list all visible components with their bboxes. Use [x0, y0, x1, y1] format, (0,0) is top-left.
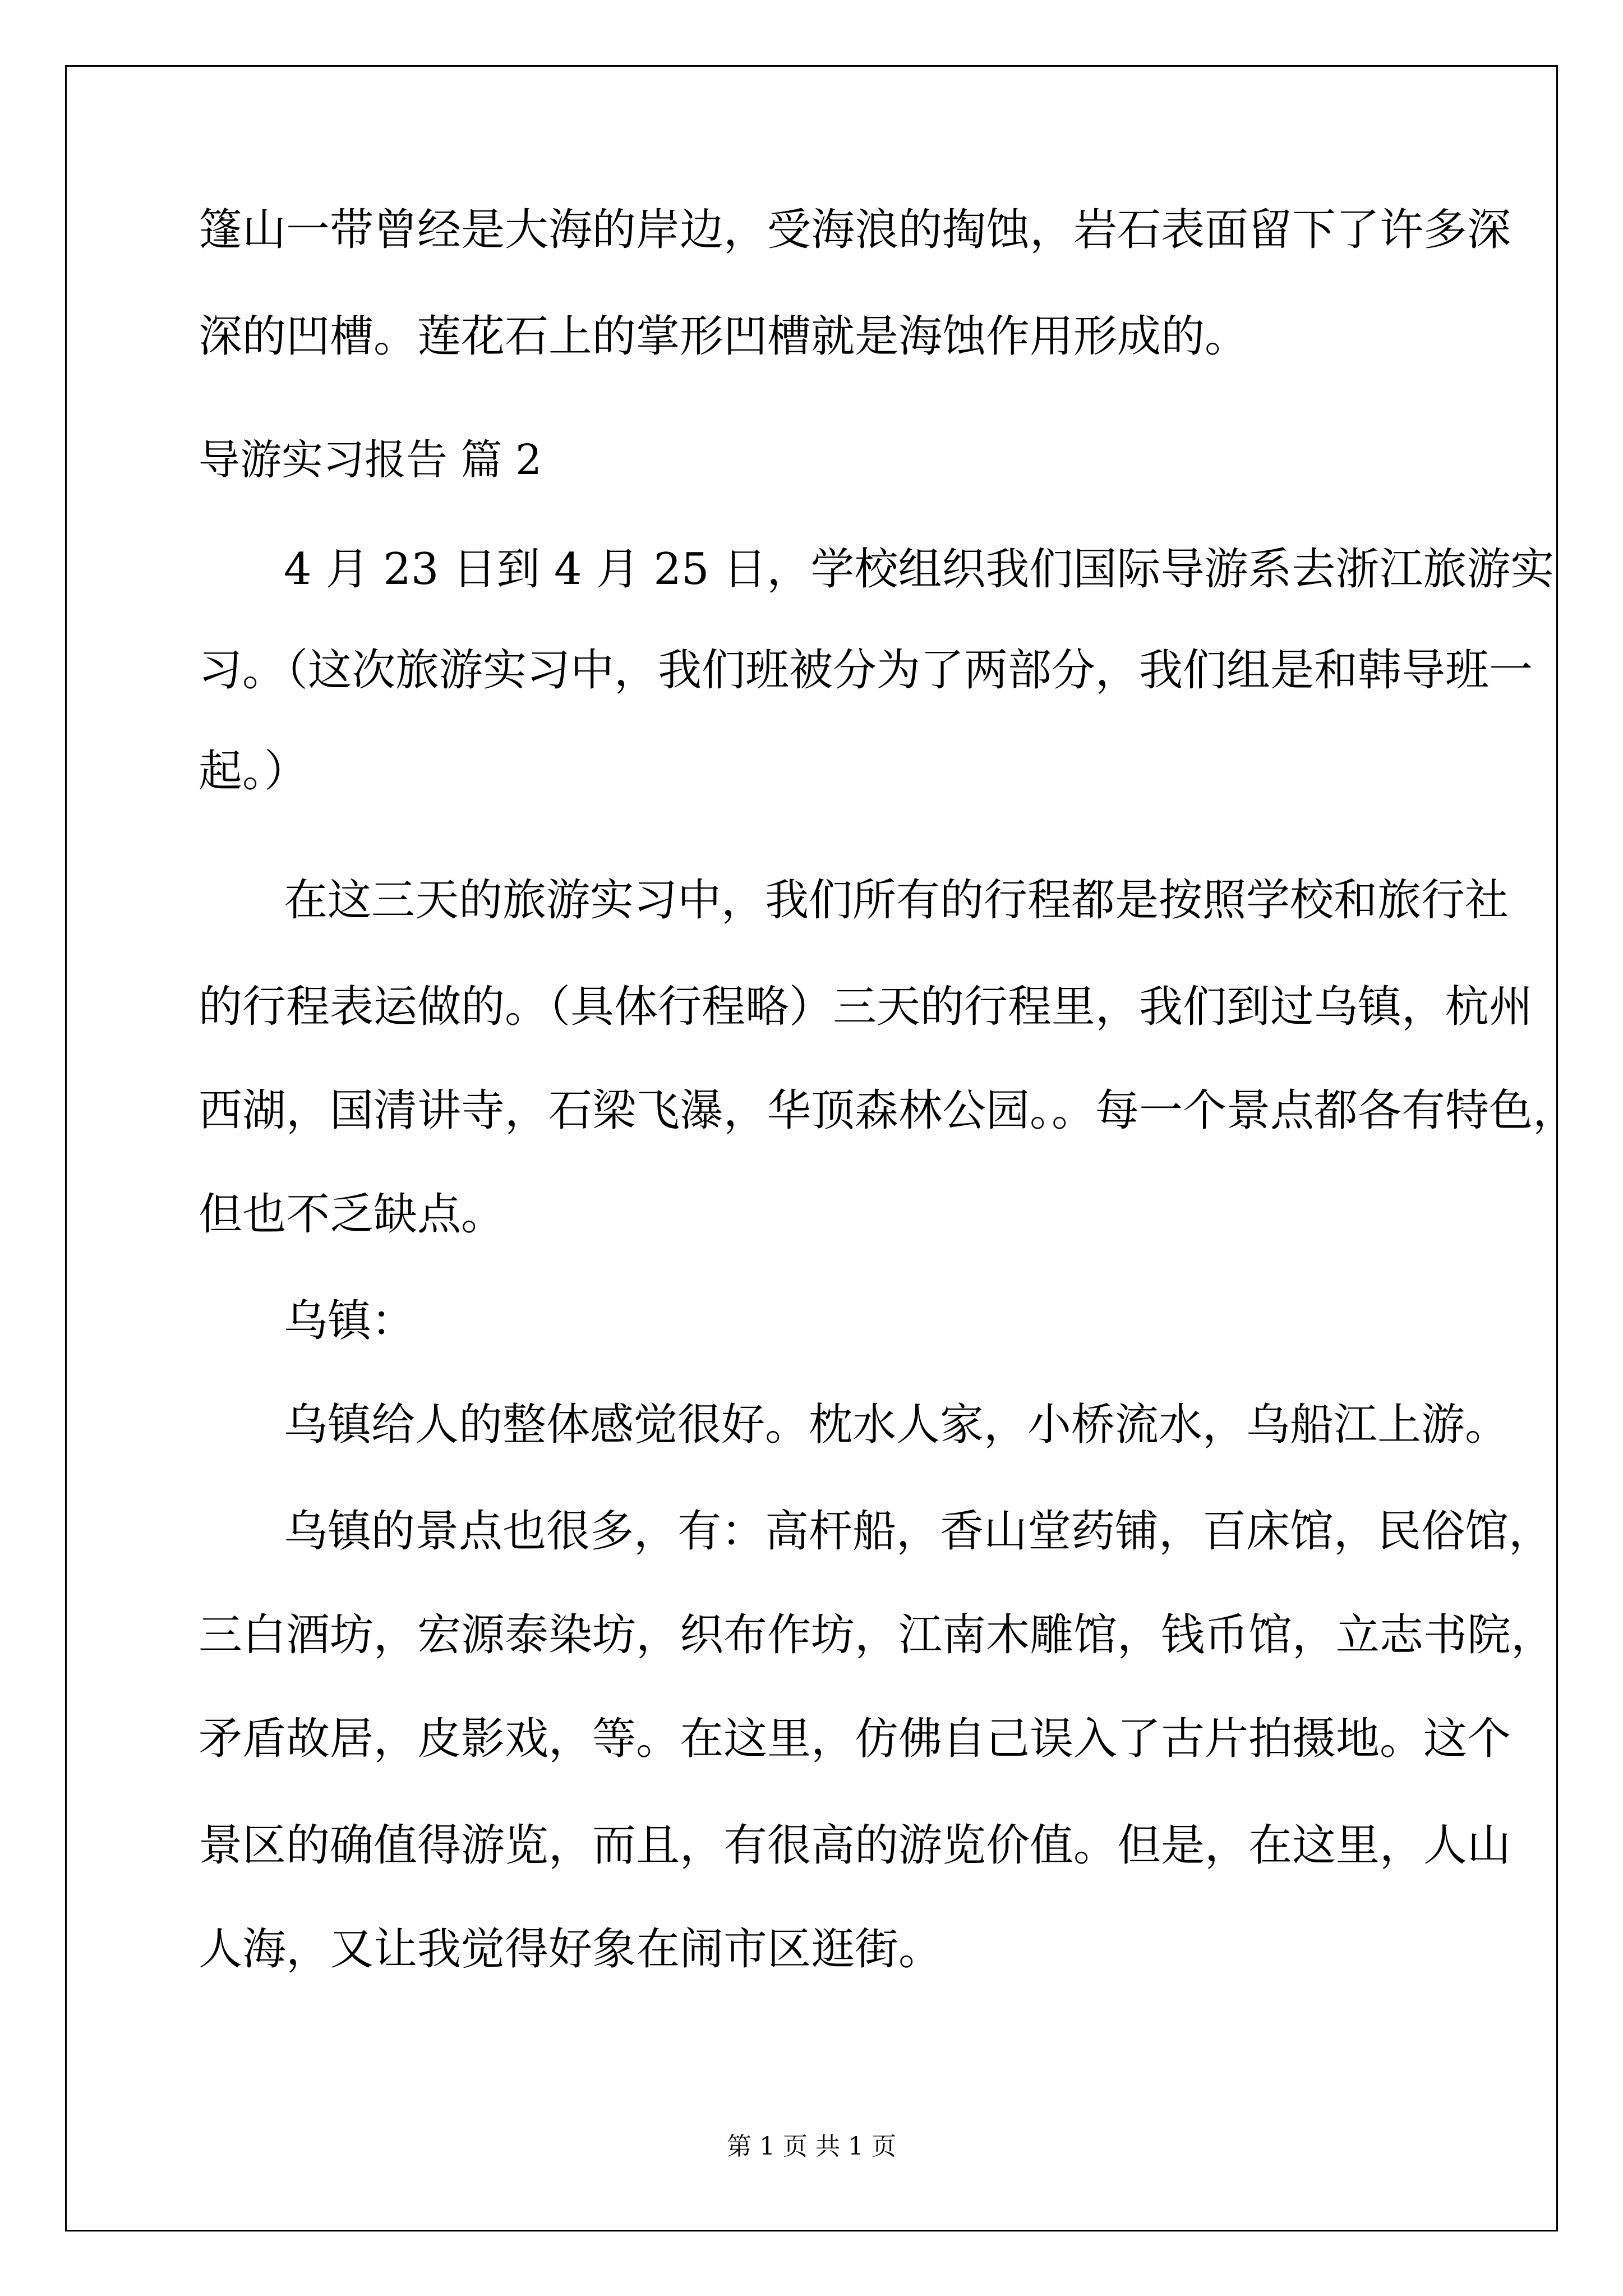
text-line: 4 月 23 日到 4 月 25 日，学校组织我们国际导游系去浙江旅游实: [284, 544, 1555, 595]
text-line: 乌镇的景点也很多，有：高杆船，香山堂药铺，百床馆，民俗馆，: [284, 1506, 1553, 1557]
text-line: 三白酒坊，宏源泰染坊，织布作坊，江南木雕馆，钱币馆，立志书院，: [199, 1610, 1555, 1660]
text-line: 篷山一带曾经是大海的岸边，受海浪的掏蚀，岩石表面留下了许多深: [199, 205, 1511, 255]
text-line: 人海，又让我觉得好象在闹市区逛街。: [199, 1924, 943, 1975]
page-border: [65, 65, 1558, 2231]
text-line: 但也不乏缺点。: [199, 1189, 505, 1240]
text-line: 西湖，国清讲寺，石梁飞瀑，华顶森林公园。。每一个景点都各有特色，: [199, 1085, 1577, 1136]
text-line: 深的凹槽。莲花石上的掌形凹槽就是海蚀作用形成的。: [199, 311, 1249, 362]
text-line: 乌镇：: [284, 1296, 416, 1346]
page-footer: 第 1 页 共 1 页: [727, 2132, 896, 2161]
text-line: 起。）: [199, 746, 308, 797]
text-line: 在这三天的旅游实习中，我们所有的行程都是按照学校和旅行社: [284, 875, 1509, 926]
text-line: 乌镇给人的整体感觉很好。枕水人家，小桥流水，乌船江上游。: [284, 1400, 1509, 1450]
text-line: 景区的确值得游览，而且，有很高的游览价值。但是，在这里，人山: [199, 1820, 1511, 1871]
text-line: 习。（这次旅游实习中，我们班被分为了两部分，我们组是和韩导班一: [199, 645, 1533, 696]
section-heading: 导游实习报告 篇 2: [199, 436, 542, 484]
text-line: 的行程表运做的。（具体行程略）三天的行程里，我们到过乌镇，杭州: [199, 982, 1533, 1032]
text-line: 矛盾故居，皮影戏，等。在这里，仿佛自己误入了古片拍摄地。这个: [199, 1714, 1511, 1764]
